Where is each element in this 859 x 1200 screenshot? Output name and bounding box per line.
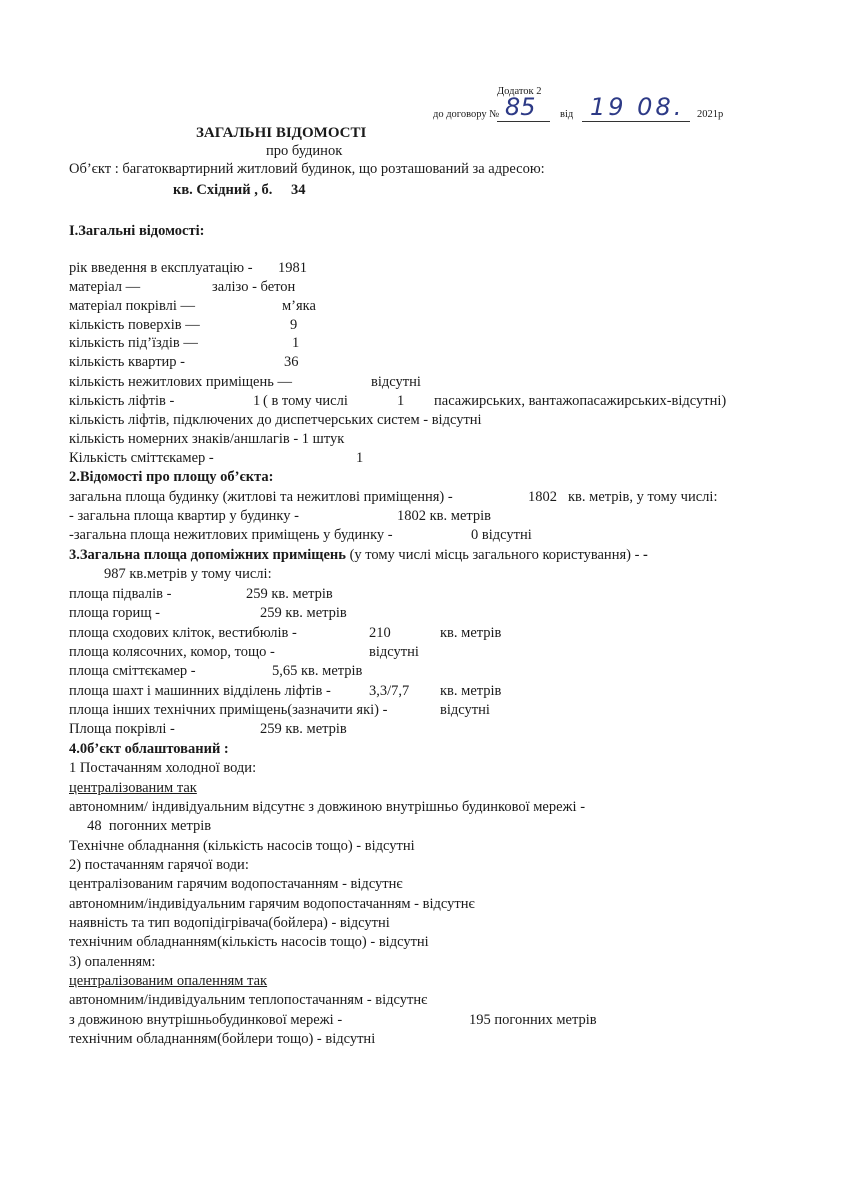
commission-year-label: рік введення в експлуатацію - — [69, 260, 253, 276]
hot-water-autonomous: автономним/індивідуальним гарячим водопостачанням - відсутнє — [69, 896, 475, 912]
roof-area-value: 259 кв. метрів — [260, 721, 347, 737]
contract-date: 19 08. — [590, 93, 685, 121]
house-number: 34 — [291, 182, 306, 198]
apartments-area-value: 1802 кв. метрів — [397, 508, 492, 524]
heating-heading: 3) опаленням: — [69, 954, 156, 970]
contract-number: 85 — [505, 93, 536, 121]
storage-area-label: площа колясочних, комор, тощо - — [69, 644, 275, 660]
nonresidential-count-label: кількість нежитлових приміщень — — [69, 374, 292, 390]
basement-area-value: 259 кв. метрів — [246, 586, 333, 602]
roof-material-label: матеріал покрівлі — — [69, 298, 195, 314]
roof-area-label: Площа покрівлі - — [69, 721, 175, 737]
garbage-chambers-label: Кількість сміттєкамер - — [69, 450, 214, 466]
total-area-unit: кв. метрів, у тому числі: — [568, 489, 718, 505]
lifts-passenger: 1 — [397, 393, 405, 409]
house-signs: кількість номерних знаків/аншлагів - 1 штук — [69, 431, 345, 447]
storage-area-value: відсутні — [369, 644, 419, 660]
apartments-area-label: - загальна площа квартир у будинку - — [69, 508, 299, 524]
nonresidential-count-value: відсутні — [371, 374, 421, 390]
commission-year-value: 1981 — [278, 260, 307, 276]
attic-area-value: 259 кв. метрів — [260, 605, 347, 621]
heating-centralized: централізованим опаленням так — [69, 973, 268, 989]
heating-network-label: з довжиною внутрішньобудинкової мережі - — [69, 1012, 343, 1028]
lifts-dispatch: кількість ліфтів, підключених до диспетчерських систем - відсутні — [69, 412, 482, 428]
material-value: залізо - бетон — [212, 279, 296, 295]
object-description: Об’єкт : багатоквартирний житловий будинок, що розташований за адресою: — [69, 161, 545, 177]
stairwell-area-unit: кв. метрів — [440, 625, 502, 641]
garbage-chambers-value: 1 — [356, 450, 364, 466]
entrances-label: кількість під’їздів — — [69, 335, 198, 351]
nonresidential-area-value: 0 відсутні — [471, 527, 532, 543]
lifts-in-that: ( в тому числі — [263, 393, 348, 409]
hot-water-equipment: технічним обладнанням(кількість насосів тощо) - відсутні — [69, 934, 429, 950]
material-label: матеріал — — [69, 279, 141, 295]
cold-water-autonomous: автономним/ індивідуальним відсутнє з довжиною внутрішньо будинкової мережі - — [69, 799, 586, 815]
section-3-heading-note: (у тому числі місць загального користування) - — [349, 547, 640, 563]
garbage-chamber-area-value: 5,65 кв. метрів — [272, 663, 363, 679]
heating-equipment: технічним обладнанням(бойлери тощо) - відсутні — [69, 1031, 376, 1047]
garbage-chamber-area-label: площа сміттєкамер - — [69, 663, 196, 679]
date-prefix: від — [560, 109, 574, 120]
cold-water-network-length: 48 погонних метрів — [69, 818, 212, 834]
cold-water-centralized: централізованим так — [69, 780, 197, 796]
document-title: ЗАГАЛЬНІ ВІДОМОСТІ — [196, 125, 367, 141]
lift-shaft-area-unit: кв. метрів — [440, 683, 502, 699]
heating-autonomous: автономним/індивідуальним теплопостачанням - відсутнє — [69, 992, 428, 1008]
apartments-count-value: 36 — [284, 354, 299, 370]
basement-area-label: площа підвалів - — [69, 586, 172, 602]
lifts-total: 1 — [253, 393, 261, 409]
auxiliary-area-total: 987 кв.метрів у тому числі: — [104, 566, 272, 582]
date-underline — [582, 121, 690, 122]
section-1-heading: І.Загальні відомості: — [69, 223, 205, 239]
object-address: кв. Східний , б. — [173, 182, 273, 198]
contract-number-underline — [497, 121, 550, 122]
lift-shaft-area-value: 3,3/7,7 — [369, 683, 410, 699]
stairwell-area-label: площа сходових кліток, вестибюлів - — [69, 625, 297, 641]
stairwell-area-value: 210 — [369, 625, 391, 641]
contract-prefix: до договору № — [433, 109, 500, 120]
technical-area-label: площа інших технічних приміщень(зазначити які) - — [69, 702, 388, 718]
lifts-rest: пасажирських, вантажопасажирських-відсутні) — [434, 393, 727, 409]
section-4-heading: 4.0б’єкт облаштований : — [69, 741, 229, 757]
cold-water-heading: 1 Постачанням холодної води: — [69, 760, 257, 776]
lift-shaft-area-label: площа шахт і машинних відділень ліфтів - — [69, 683, 331, 699]
hot-water-heading: 2) постачанням гарячої води: — [69, 857, 249, 873]
heating-network-length: 195 погонних метрів — [469, 1012, 597, 1028]
document-subtitle: про будинок — [266, 143, 343, 159]
addendum-label: Додаток 2 — [497, 86, 542, 97]
roof-material-value: м’яка — [282, 298, 316, 314]
entrances-value: 1 — [292, 335, 300, 351]
section-2-heading: 2.Відомості про площу об’єкта: — [69, 469, 274, 485]
contract-year: 2021р — [697, 109, 724, 120]
section-3-heading-line: 3.Загальна площа допоміжних приміщень (у тому числі місць загального користування) - - — [69, 547, 648, 563]
nonresidential-area-label: -загальна площа нежитлових приміщень у будинку - — [69, 527, 393, 543]
total-area-label: загальна площа будинку (житлові та нежитлові приміщення) - — [69, 489, 453, 505]
lifts-label: кількість ліфтів - — [69, 393, 175, 409]
boiler-presence: наявність та тип водопідігрівача(бойлера) - відсутні — [69, 915, 390, 931]
floors-value: 9 — [290, 317, 298, 333]
technical-area-value: відсутні — [440, 702, 490, 718]
floors-label: кількість поверхів — — [69, 317, 200, 333]
hot-water-centralized: централізованим гарячим водопостачанням - відсутнє — [69, 876, 403, 892]
attic-area-label: площа горищ - — [69, 605, 160, 621]
cold-water-equipment: Технічне обладнання (кількість насосів тощо) - відсутні — [69, 838, 415, 854]
total-area-value: 1802 — [528, 489, 557, 505]
apartments-count-label: кількість квартир - — [69, 354, 185, 370]
section-3-heading: 3.Загальна площа допоміжних приміщень — [69, 547, 346, 563]
